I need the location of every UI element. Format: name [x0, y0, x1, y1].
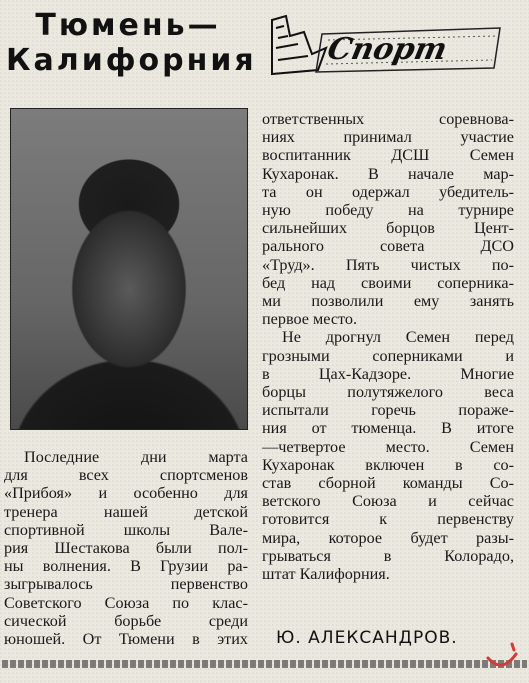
left-column-text	[4, 448, 248, 648]
text-line: первое место.	[262, 310, 358, 329]
corner-mark-icon	[484, 640, 520, 676]
text-line: мира, которое будет разы-	[262, 528, 514, 547]
text-line: ния от тюменца. В итоге	[262, 419, 514, 438]
author-signature: Ю. АЛЕКСАНДРОВ.	[276, 628, 458, 648]
text-line: «Прибоя» и особенно для	[4, 484, 248, 503]
bottom-rule	[2, 660, 527, 668]
rubric-label: Спорт	[324, 32, 451, 67]
text-line: Кухаронак. В начале мар-	[262, 164, 514, 183]
text-line: сильнейших борцов Цент-	[262, 219, 514, 238]
text-line: Советского Союза по клас-	[4, 593, 248, 612]
text-line: спортивной школы Вале-	[4, 520, 248, 539]
text-line: готовится к первенству	[262, 510, 514, 529]
text-line: воспитанник ДСШ Семен	[262, 146, 514, 165]
text-line: штат Калифорния.	[262, 565, 390, 584]
text-line: борцы полутяжелого веса	[262, 383, 514, 402]
text-line: тренера нашей детской	[4, 502, 248, 521]
text-line: грозными соперниками и	[262, 346, 514, 365]
text-line: грываться в Колорадо,	[262, 546, 514, 565]
portrait-photo	[10, 108, 248, 430]
text-line: испытали горечь пораже-	[262, 401, 514, 420]
text-line: Кухаронак включен в со-	[262, 455, 514, 474]
text-line: Не дрогнул Семен перед	[282, 328, 514, 347]
text-line: Последние дни марта	[24, 448, 248, 466]
text-line: «Труд». Пять чистых по-	[262, 255, 514, 274]
headline	[6, 8, 257, 78]
headline-line-2: Калифорния	[6, 43, 257, 78]
text-line: та он одержал убедитель-	[262, 182, 514, 201]
text-line: ную победу на турнире	[262, 201, 514, 220]
text-line: сической борьбе среди	[4, 611, 248, 630]
text-line: юношей. От Тюмени в этих	[4, 630, 248, 649]
text-line: ветского Союза и сейчас	[262, 492, 514, 511]
section-rubric	[268, 14, 508, 80]
text-line: ответственных соревнова-	[262, 110, 514, 128]
text-line: бед над своими соперника-	[262, 273, 514, 292]
text-line: рия Шестакова были пол-	[4, 539, 248, 558]
headline-line-1: Тюмень—	[35, 8, 221, 43]
text-line: для всех спортсменов	[4, 466, 248, 485]
text-line: —четвертое место. Семен	[262, 437, 514, 456]
text-line: став сборной команды Со-	[262, 474, 514, 493]
text-line: рального совета ДСО	[262, 237, 514, 256]
text-line: зыгрывалось первенство	[4, 575, 248, 594]
right-column-text	[262, 110, 514, 583]
text-line: в Цах-Кадзоре. Многие	[262, 364, 514, 383]
text-line: ны волнения. В Грузии ра-	[4, 557, 248, 576]
text-line: ниях принимал участие	[262, 128, 514, 147]
text-line: ми позволили ему занять	[262, 292, 514, 311]
